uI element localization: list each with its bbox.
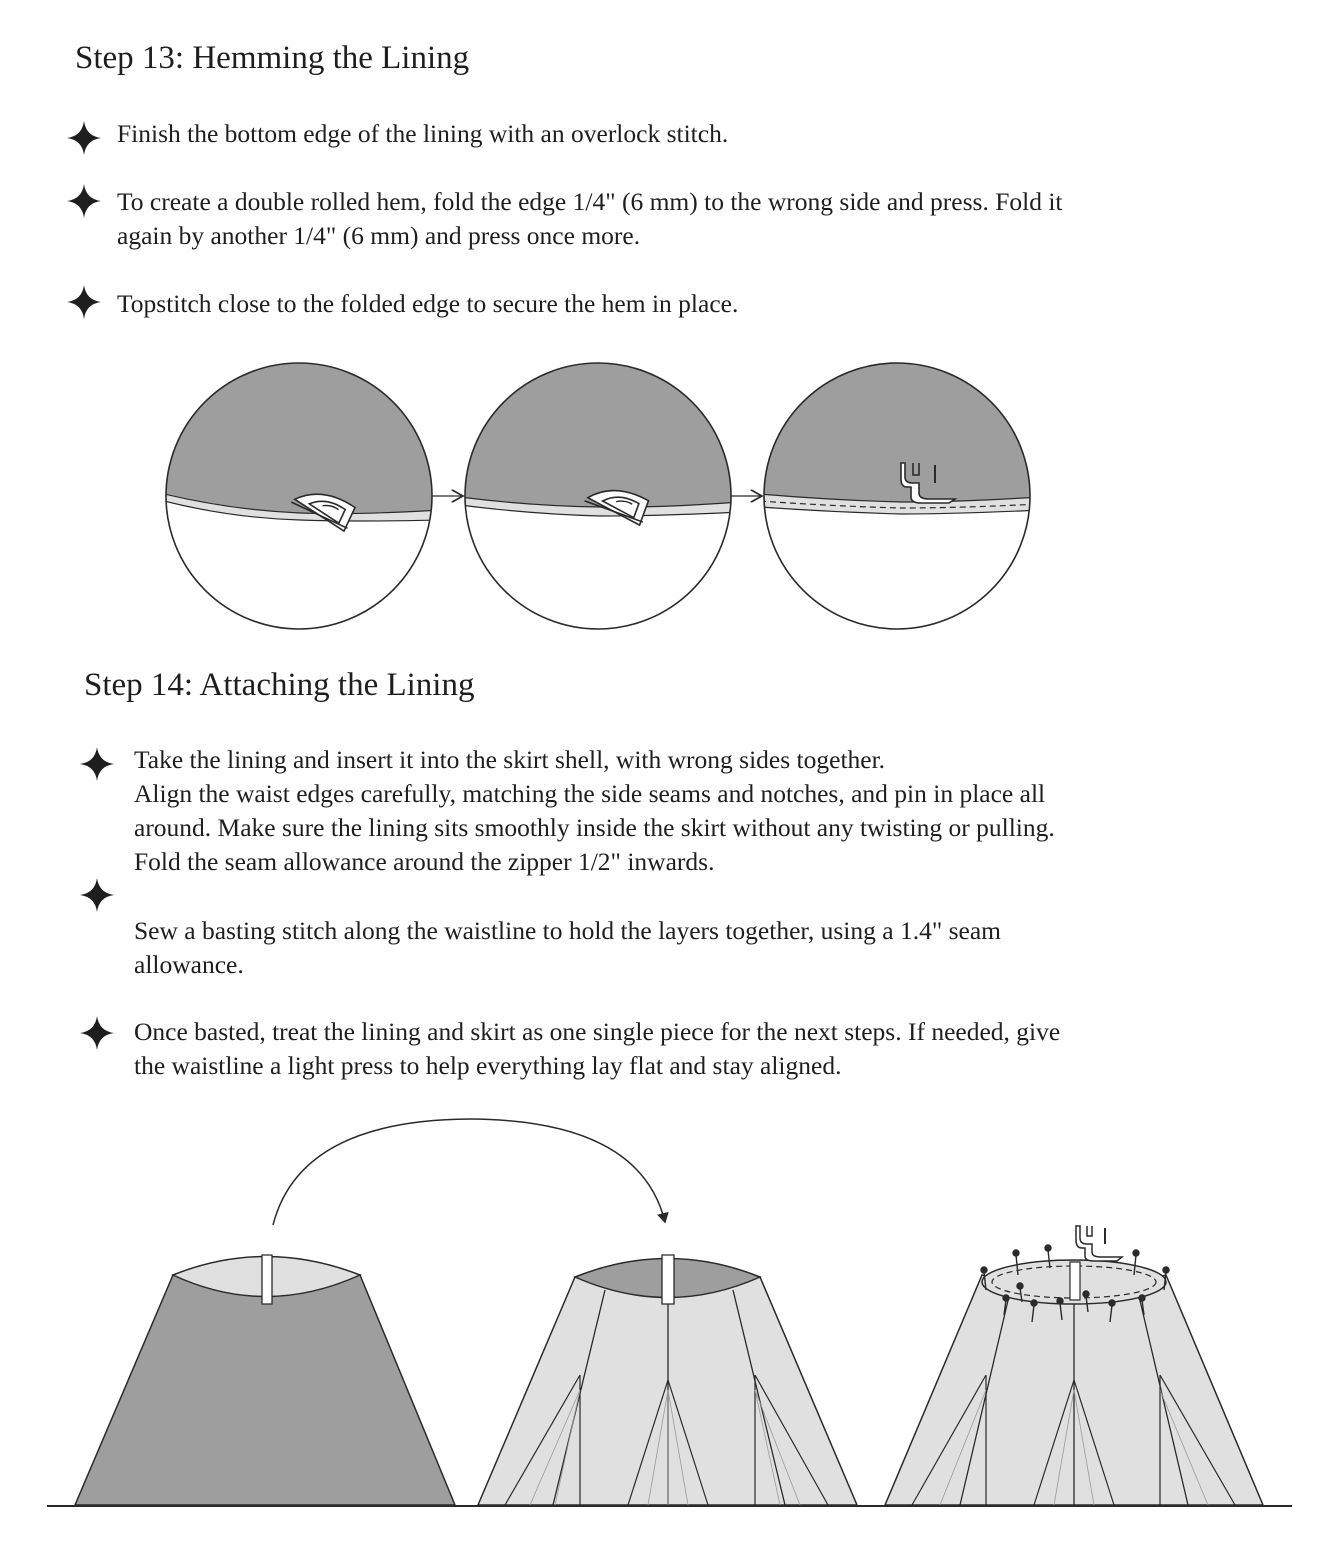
step-14-title: Step 14: Attaching the Lining bbox=[84, 667, 475, 703]
skirt-shell bbox=[478, 1255, 857, 1505]
bullet-overlock bbox=[117, 117, 728, 151]
bullet-line: the waistline a light press to help everything lay flat and stay aligned. bbox=[134, 1051, 842, 1080]
bullet-line: To create a double rolled hem, fold the edge 1/4" (6 mm) to the wrong side and press. Fold it bbox=[117, 187, 1063, 216]
iron-icon bbox=[583, 479, 651, 526]
star-bullet-icon bbox=[80, 747, 114, 781]
bullet-line: Topstitch close to the folded edge to secure the hem in place. bbox=[117, 289, 739, 318]
star-bullet-icon bbox=[80, 878, 114, 912]
hem-circle-3 bbox=[760, 360, 1040, 629]
bullet-line: allowance. bbox=[134, 950, 244, 979]
bullet-line: Fold the seam allowance around the zipper 1/2" inwards. bbox=[134, 847, 715, 876]
star-bullet-icon bbox=[67, 184, 101, 218]
bullet-line: Finish the bottom edge of the lining with an overlock stitch. bbox=[117, 119, 729, 148]
bullet-line: Take the lining and insert it into the skirt shell, with wrong sides together. bbox=[134, 745, 886, 774]
bullet-line: Sew a basting stitch along the waistline to hold the layers together, using a 1.4" seam bbox=[134, 916, 1001, 945]
bullet-line: Align the waist edges carefully, matching the side seams and notches, and pin in place all bbox=[134, 779, 1046, 808]
bullet-basting bbox=[134, 914, 1001, 982]
arrow-icon bbox=[273, 1119, 665, 1225]
presser-foot-icon bbox=[901, 463, 955, 503]
bullet-line: again by another 1/4" (6 mm) and press once more. bbox=[117, 221, 641, 250]
presser-foot-icon bbox=[1076, 1226, 1122, 1261]
pin-icon bbox=[981, 1245, 1169, 1322]
iron-icon bbox=[290, 481, 358, 532]
star-bullet-icon bbox=[67, 285, 101, 319]
bullet-insert-lining bbox=[134, 743, 1055, 879]
bullet-double-rolled-hem bbox=[117, 185, 1063, 253]
lining-skirt bbox=[75, 1255, 455, 1505]
bullet-line: Once basted, treat the lining and skirt as one single piece for the next steps. If needed, give bbox=[134, 1017, 1061, 1046]
star-bullet-icon bbox=[67, 121, 101, 155]
star-bullet-icon bbox=[80, 1016, 114, 1050]
basted-skirt bbox=[885, 1226, 1263, 1505]
hem-circle-1 bbox=[160, 360, 440, 629]
step-13-title: Step 13: Hemming the Lining bbox=[75, 40, 470, 76]
bullet-topstitch bbox=[117, 287, 738, 321]
bullet-line: around. Make sure the lining sits smoothly inside the skirt without any twisting or pulling. bbox=[134, 813, 1055, 842]
bullet-once-basted bbox=[134, 1015, 1060, 1083]
hem-circle-2 bbox=[460, 360, 740, 629]
